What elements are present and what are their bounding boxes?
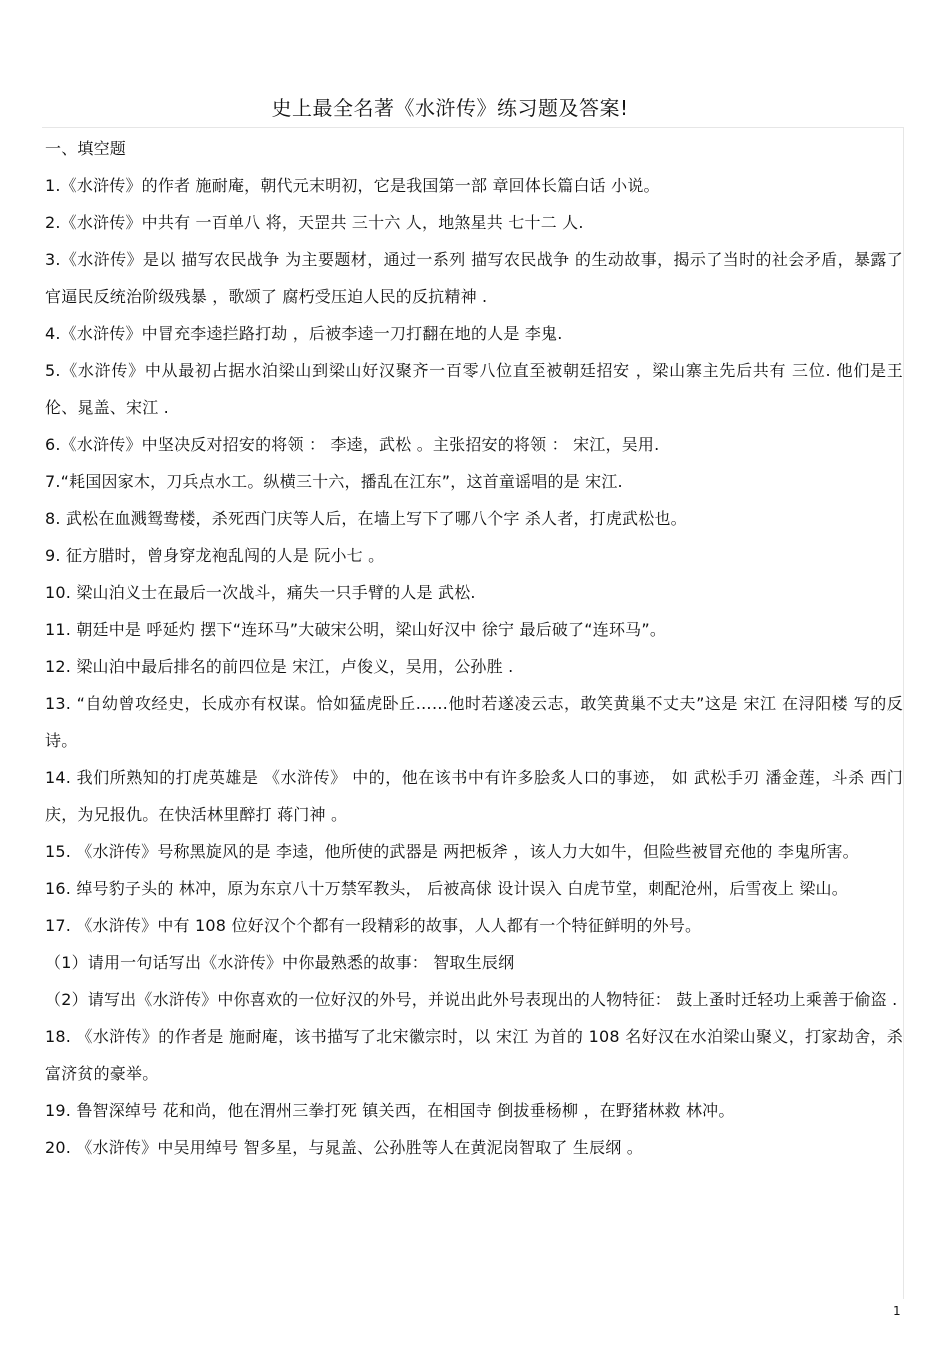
section-heading: 一、填空题 [45, 139, 127, 158]
question-11: 11. 朝廷中是 呼延灼 摆下“连环马”大破宋公明，梁山好汉中 徐宁 最后破了“连环马”。 [45, 620, 667, 639]
question-13: 13. “自幼曾攻经史，长成亦有权谋。恰如猛虎卧丘……他时若遂凌云志，敢笑黄巢不丈夫”这是 宋江 在浔阳楼 写的反诗。 [45, 694, 903, 750]
page-number: 1 [893, 1304, 901, 1318]
question-1: 1.《水浒传》的作者 施耐庵，朝代元末明初，它是我国第一部 章回体长篇白话 小说。 [45, 176, 660, 195]
question-17-part-2: （2）请写出《水浒传》中你喜欢的一位好汉的外号，并说出此外号表现出的人物特征： 鼓上蚤时迁轻功上乘善于偷盗 . [45, 990, 898, 1009]
question-6: 6.《水浒传》中坚决反对招安的将领 ： 李逵，武松 。主张招安的将领 ： 宋江，吴用. [45, 435, 660, 454]
question-19: 19. 鲁智深绰号 花和尚，他在渭州三拳打死 镇关西，在相国寺 倒拔垂杨柳 ，在野猪林救 林冲。 [45, 1101, 735, 1120]
question-15: 15. 《水浒传》号称黑旋风的是 李逵，他所使的武器是 两把板斧 ，该人力大如牛，但险些被冒充他的 李鬼所害。 [45, 842, 859, 861]
document-body [45, 130, 903, 1166]
question-4: 4.《水浒传》中冒充李逵拦路打劫 ，后被李逵一刀打翻在地的人是 李鬼. [45, 324, 563, 343]
question-14: 14. 我们所熟知的打虎英雄是 《水浒传》 中的，他在该书中有许多脍炙人口的事迹， 如 武松手刃 潘金莲，斗杀 西门庆，为兄报仇。在快活林里醉打 蒋门神 。 [45, 768, 903, 824]
question-18: 18. 《水浒传》的作者是 施耐庵，该书描写了北宋徽宗时，以 宋江 为首的 108 名好汉在水泊梁山聚义，打家劫舍，杀富济贫的豪举。 [45, 1027, 903, 1083]
question-17-part-1: （1）请用一句话写出《水浒传》中你最熟悉的故事： 智取生辰纲 [45, 953, 515, 972]
question-8: 8. 武松在血溅鸳鸯楼，杀死西门庆等人后，在墙上写下了哪八个字 杀人者，打虎武松也。 [45, 509, 687, 528]
question-5: 5.《水浒传》中从最初占据水泊梁山到梁山好汉聚齐一百零八位直至被朝廷招安 ，梁山寨主先后共有 三位. 他们是王伦、晁盖、宋江 . [45, 361, 903, 417]
question-10: 10. 梁山泊义士在最后一次战斗，痛失一只手臂的人是 武松. [45, 583, 476, 602]
question-7: 7.“耗国因家木，刀兵点水工。纵横三十六，播乱在江东”，这首童谣唱的是 宋江. [45, 472, 623, 491]
question-9: 9. 征方腊时，曾身穿龙袍乱闯的人是 阮小七 。 [45, 546, 385, 565]
question-3: 3.《水浒传》是以 描写农民战争 为主要题材，通过一系列 描写农民战争 的生动故事，揭示了当时的社会矛盾，暴露了 官逼民反统治阶级残暴 ，歌颂了 腐朽受压迫人民的反抗精神 . [45, 250, 903, 306]
question-20: 20. 《水浒传》中吴用绰号 智多星，与晁盖、公孙胜等人在黄泥岗智取了 生辰纲 。 [45, 1138, 643, 1157]
page-title: 史上最全名著《水浒传》练习题及答案! [271, 96, 629, 120]
question-16: 16. 绰号豹子头的 林冲，原为东京八十万禁军教头， 后被高俅 设计误入 白虎节堂，刺配沧州，后雪夜上 梁山。 [45, 879, 848, 898]
question-17: 17. 《水浒传》中有 108 位好汉个个都有一段精彩的故事，人人都有一个特征鲜明的外号。 [45, 916, 702, 935]
question-12: 12. 梁山泊中最后排名的前四位是 宋江，卢俊义，吴用，公孙胜 . [45, 657, 514, 676]
question-2: 2.《水浒传》中共有 一百单八 将，天罡共 三十六 人，地煞星共 七十二 人. [45, 213, 584, 232]
